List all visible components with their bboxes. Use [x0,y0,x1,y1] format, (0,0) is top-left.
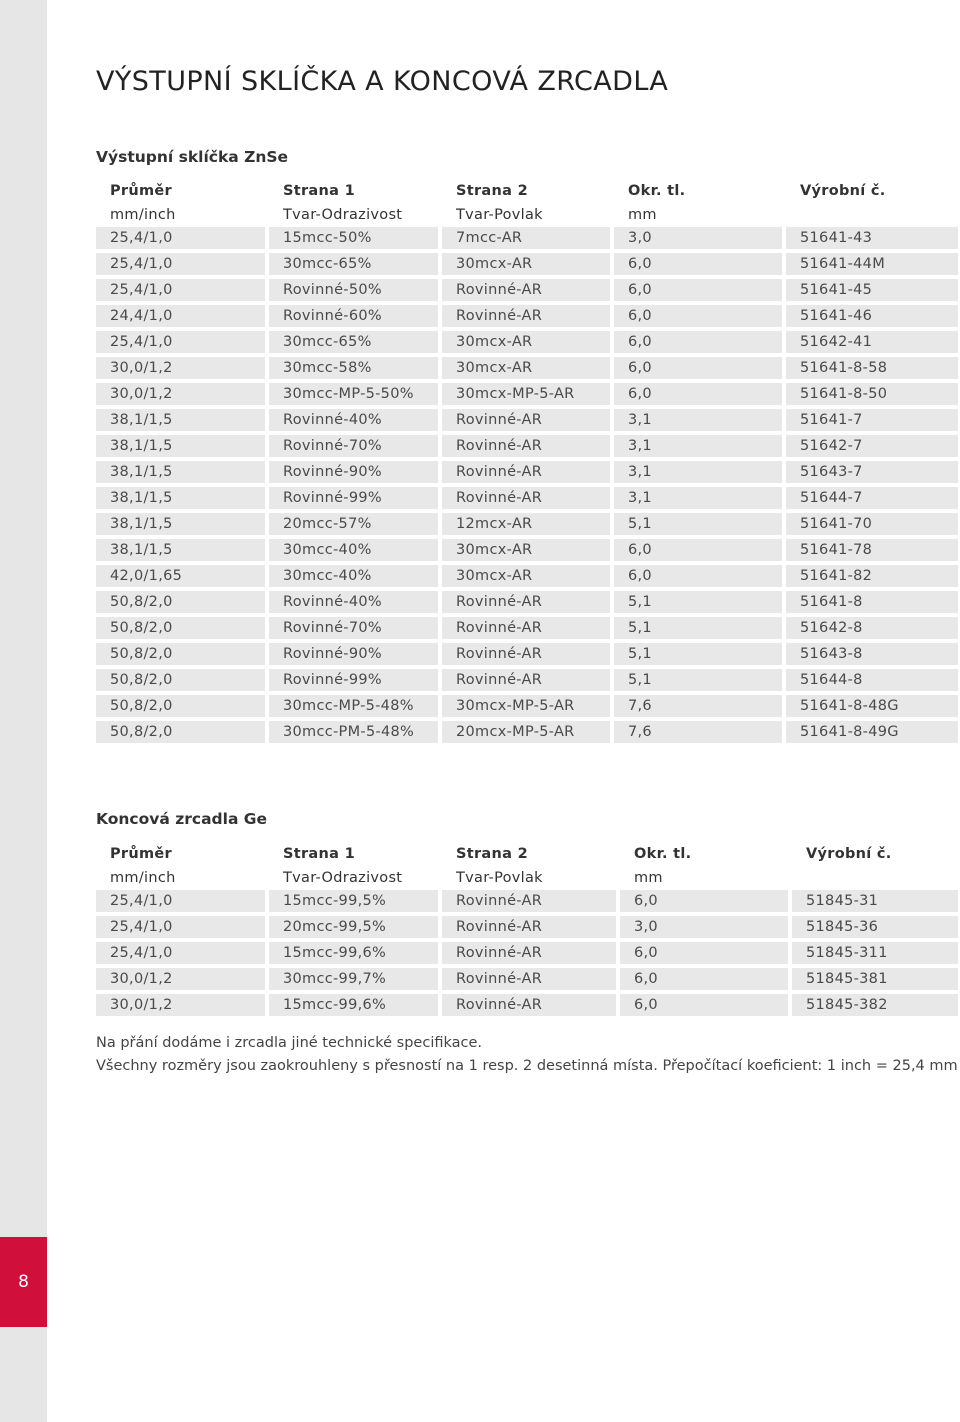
table-cell: 51641-44M [786,253,958,279]
table-cell: 15mcc-99,5% [269,890,442,916]
table-cell: 30mcx-AR [442,357,614,383]
note-custom-specs: Na přání dodáme i zrcadla jiné technické specifikace. [96,1035,483,1051]
table-cell: Rovinné-AR [442,435,614,461]
table-cell: 30mcc-58% [269,357,442,383]
table-cell: 5,1 [614,643,786,669]
header-row [96,866,958,890]
table-cell: 38,1/1,5 [96,461,269,487]
table-cell: 20mcc-99,5% [269,916,442,942]
table-cell: 51845-36 [792,916,958,942]
table-cell: Rovinné-70% [269,435,442,461]
table-cell: Rovinné-AR [442,968,620,994]
column-header: Okr. tl. [628,183,686,199]
column-header: Tvar-Odrazivost [283,870,403,886]
table-cell: 6,0 [614,383,786,409]
table-cell: Rovinné-AR [442,890,620,916]
table-cell: 38,1/1,5 [96,513,269,539]
table-row [96,409,958,435]
table-row [96,435,958,461]
table-cell: 38,1/1,5 [96,539,269,565]
table-cell: 6,0 [614,565,786,591]
table-row [96,383,958,409]
table-cell: 15mcc-99,6% [269,994,442,1020]
table-row [96,617,958,643]
table-cell: 5,1 [614,591,786,617]
table-cell: Rovinné-AR [442,591,614,617]
table-cell: 51641-43 [786,227,958,253]
table-row [96,513,958,539]
table-cell: Rovinné-AR [442,994,620,1020]
table-cell: Rovinné-99% [269,669,442,695]
table-row [96,721,958,747]
table-cell: Rovinné-50% [269,279,442,305]
table-cell: 3,0 [620,916,792,942]
table-cell: Rovinné-AR [442,942,620,968]
table-body [96,890,958,1020]
table-cell: 3,0 [614,227,786,253]
table-cell: 6,0 [620,890,792,916]
table-cell: 50,8/2,0 [96,721,269,747]
table-cell: 6,0 [620,942,792,968]
table-row [96,305,958,331]
table-cell: Rovinné-AR [442,617,614,643]
table-cell: 6,0 [614,357,786,383]
table-cell: 50,8/2,0 [96,643,269,669]
table-cell: 30mcc-65% [269,331,442,357]
table-cell: 50,8/2,0 [96,669,269,695]
table-cell: 5,1 [614,669,786,695]
table-cell: 20mcc-57% [269,513,442,539]
table-cell: 30mcx-MP-5-AR [442,383,614,409]
table-cell: 5,1 [614,617,786,643]
table-header [96,842,958,890]
table-header [96,179,958,227]
table-cell: 6,0 [614,279,786,305]
table-cell: 51641-46 [786,305,958,331]
column-header: Průměr [110,183,172,199]
table-cell: Rovinné-AR [442,643,614,669]
table-row [96,695,958,721]
table-cell: 6,0 [614,253,786,279]
table-row [96,357,958,383]
table-cell: 30mcc-99,7% [269,968,442,994]
table-row [96,643,958,669]
column-header: mm [628,207,657,223]
table-row [96,994,958,1020]
table-cell: Rovinné-70% [269,617,442,643]
table-cell: 6,0 [620,994,792,1020]
table-cell: 30mcc-40% [269,539,442,565]
section-title-znse: Výstupní sklíčka ZnSe [96,148,289,166]
table-row [96,916,958,942]
table-cell: 30mcc-MP-5-50% [269,383,442,409]
table-cell: Rovinné-40% [269,409,442,435]
table-cell: 6,0 [614,305,786,331]
table-cell: 51845-31 [792,890,958,916]
table-cell: 30mcx-AR [442,565,614,591]
table-cell: 30mcx-AR [442,253,614,279]
table-cell: 25,4/1,0 [96,331,269,357]
table-cell: 20mcx-MP-5-AR [442,721,614,747]
table-row [96,539,958,565]
table-cell: 51641-78 [786,539,958,565]
column-header: Tvar-Povlak [456,207,543,223]
header-row [96,203,958,227]
column-header: Strana 1 [283,846,355,862]
table-cell: 51642-8 [786,617,958,643]
column-header: Tvar-Odrazivost [283,207,403,223]
column-header: Okr. tl. [634,846,692,862]
table-row [96,942,958,968]
table-cell: 51845-381 [792,968,958,994]
table-cell: Rovinné-AR [442,409,614,435]
table-cell: Rovinné-AR [442,461,614,487]
table-cell: 7,6 [614,721,786,747]
table-cell: 42,0/1,65 [96,565,269,591]
table-cell: 51641-8-58 [786,357,958,383]
table-cell: 51845-382 [792,994,958,1020]
table-cell: 3,1 [614,487,786,513]
table-ge-mirrors [96,842,958,1020]
table-cell: 51642-41 [786,331,958,357]
table-cell: Rovinné-60% [269,305,442,331]
table-cell: 50,8/2,0 [96,617,269,643]
side-strip [0,0,47,1422]
table-row [96,968,958,994]
table-cell: 3,1 [614,435,786,461]
table-row [96,331,958,357]
table-cell: 15mcc-50% [269,227,442,253]
column-header: mm/inch [110,870,176,886]
table-cell: 30mcx-AR [442,539,614,565]
table-cell: 25,4/1,0 [96,227,269,253]
table-cell: 51641-8-49G [786,721,958,747]
table-cell: 51642-7 [786,435,958,461]
table-row [96,565,958,591]
table-cell: 25,4/1,0 [96,942,269,968]
table-cell: 6,0 [614,539,786,565]
column-header: Výrobní č. [806,846,892,862]
table-cell: 30mcc-65% [269,253,442,279]
page-title: VÝSTUPNÍ SKLÍČKA A KONCOVÁ ZRCADLA [96,66,669,97]
table-cell: 30,0/1,2 [96,357,269,383]
table-cell: Rovinné-90% [269,643,442,669]
table-cell: Rovinné-AR [442,487,614,513]
note-rounding: Všechny rozměry jsou zaokrouhleny s přesností na 1 resp. 2 desetinná místa. Přepočítací koeficient: 1 inch = 25,4 mm [96,1058,958,1074]
column-header: mm [634,870,663,886]
column-header: Strana 2 [456,846,528,862]
table-cell: 51641-70 [786,513,958,539]
table-cell: 38,1/1,5 [96,435,269,461]
header-row [96,842,958,866]
table-cell: 12mcx-AR [442,513,614,539]
table-cell: Rovinné-AR [442,916,620,942]
section-title-ge: Koncová zrcadla Ge [96,810,268,828]
column-header: Průměr [110,846,172,862]
table-row [96,669,958,695]
table-cell: 7,6 [614,695,786,721]
table-cell: 51643-8 [786,643,958,669]
table-cell: 30mcx-AR [442,331,614,357]
column-header: Tvar-Povlak [456,870,543,886]
column-header [792,866,958,890]
column-header: Výrobní č. [800,183,886,199]
table-znse-windows [96,179,958,747]
table-cell: Rovinné-AR [442,669,614,695]
table-cell: Rovinné-AR [442,305,614,331]
table-cell: 15mcc-99,6% [269,942,442,968]
table-row [96,461,958,487]
column-header: Strana 2 [456,183,528,199]
table-cell: 51641-45 [786,279,958,305]
column-header [786,203,958,227]
table-cell: 38,1/1,5 [96,409,269,435]
page-number-tab [0,1237,47,1327]
table-cell: 51644-8 [786,669,958,695]
table-row [96,487,958,513]
table-cell: 6,0 [614,331,786,357]
table-cell: 30,0/1,2 [96,994,269,1020]
table-cell: 50,8/2,0 [96,591,269,617]
table-cell: 30mcc-40% [269,565,442,591]
table-cell: 7mcc-AR [442,227,614,253]
table-cell: 38,1/1,5 [96,487,269,513]
table-cell: 30mcx-MP-5-AR [442,695,614,721]
column-header: Strana 1 [283,183,355,199]
table-cell: Rovinné-99% [269,487,442,513]
table-cell: 51641-7 [786,409,958,435]
page-number: 8 [18,1272,29,1292]
table-row [96,279,958,305]
column-header: mm/inch [110,207,176,223]
table-cell: 51845-311 [792,942,958,968]
table-cell: 3,1 [614,461,786,487]
table-row [96,591,958,617]
table-cell: Rovinné-90% [269,461,442,487]
table-cell: 30mcc-MP-5-48% [269,695,442,721]
table-cell: Rovinné-40% [269,591,442,617]
table-cell: 51641-8 [786,591,958,617]
table-cell: 5,1 [614,513,786,539]
table-cell: Rovinné-AR [442,279,614,305]
table-cell: 50,8/2,0 [96,695,269,721]
table-row [96,227,958,253]
table-cell: 25,4/1,0 [96,916,269,942]
table-cell: 51644-7 [786,487,958,513]
table-row [96,890,958,916]
table-cell: 51643-7 [786,461,958,487]
table-row [96,253,958,279]
table-cell: 51641-8-48G [786,695,958,721]
table-cell: 30mcc-PM-5-48% [269,721,442,747]
table-cell: 30,0/1,2 [96,968,269,994]
table-body [96,227,958,747]
table-cell: 25,4/1,0 [96,253,269,279]
table-cell: 51641-82 [786,565,958,591]
header-row [96,179,958,203]
table-cell: 25,4/1,0 [96,890,269,916]
table-cell: 24,4/1,0 [96,305,269,331]
table-cell: 6,0 [620,968,792,994]
table-cell: 3,1 [614,409,786,435]
table-cell: 51641-8-50 [786,383,958,409]
table-cell: 25,4/1,0 [96,279,269,305]
table-cell: 30,0/1,2 [96,383,269,409]
